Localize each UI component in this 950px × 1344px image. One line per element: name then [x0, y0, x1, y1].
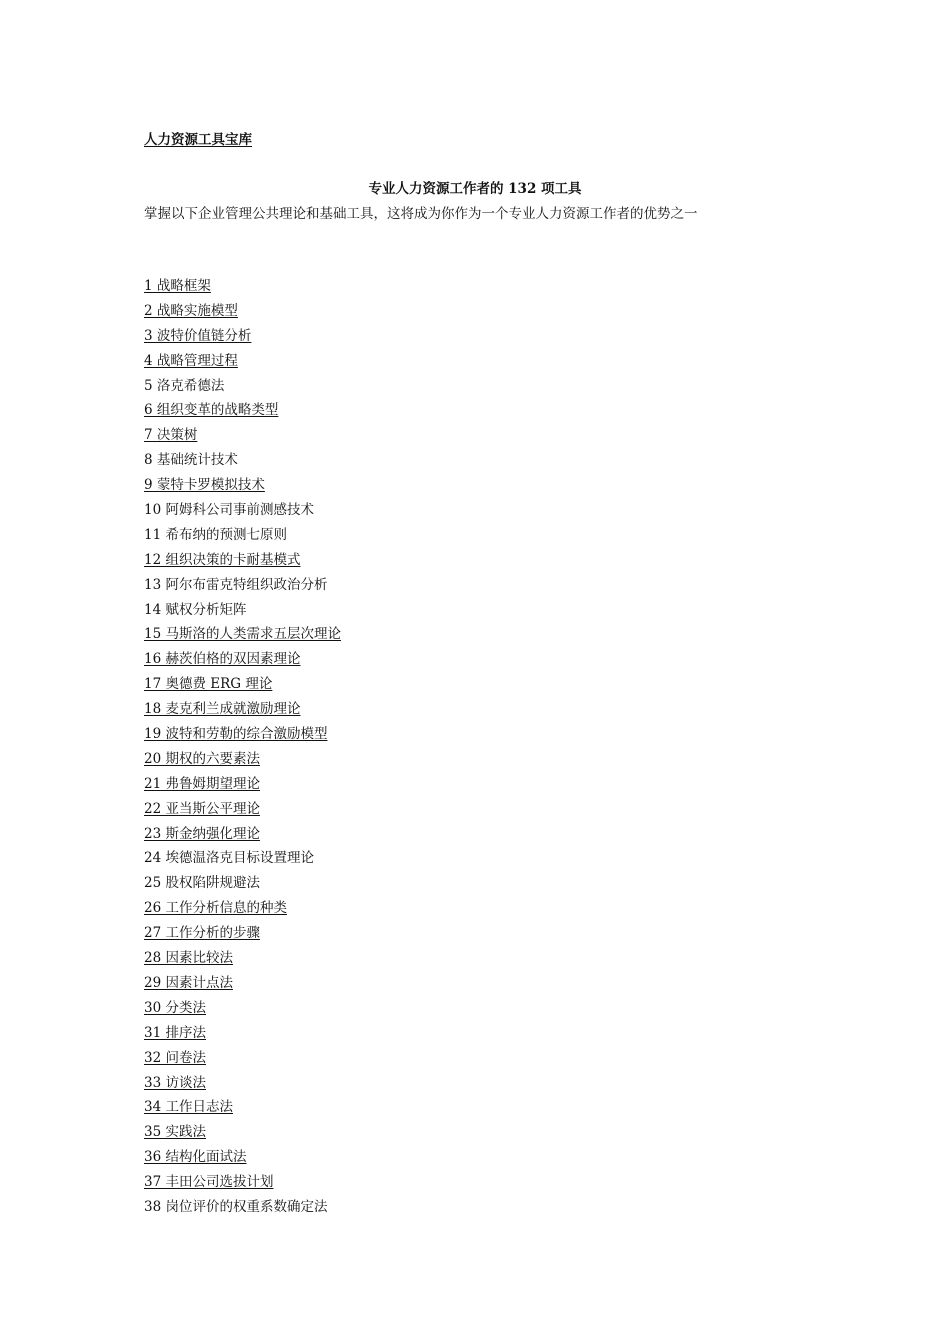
tool-link[interactable]	[144, 724, 341, 749]
tool-label: 26 工作分析信息的种类	[144, 900, 287, 917]
tool-item	[144, 600, 341, 625]
tool-label: 21 弗鲁姆期望理论	[144, 775, 260, 792]
tool-item	[144, 525, 341, 550]
tool-link[interactable]	[144, 550, 341, 575]
tool-item	[144, 376, 341, 401]
link-trailing-space	[238, 351, 255, 371]
link-trailing-space	[300, 550, 317, 570]
tool-link[interactable]	[144, 1172, 341, 1197]
tool-link[interactable]	[144, 948, 341, 973]
tool-label: 32 问卷法	[144, 1049, 206, 1066]
tool-label: 6 组织变革的战略类型	[144, 402, 279, 419]
tool-label: 2 战略实施模型	[144, 302, 238, 319]
tool-link[interactable]	[144, 351, 341, 376]
tool-link[interactable]	[144, 898, 341, 923]
tool-label: 27 工作分析的步骤	[144, 925, 260, 942]
tool-link[interactable]	[144, 824, 341, 849]
tool-label: 9 蒙特卡罗模拟技术	[144, 477, 265, 494]
tool-label: 8 基础统计技术	[144, 452, 238, 469]
tool-label: 18 麦克利兰成就激励理论	[144, 701, 301, 718]
tool-list	[144, 276, 341, 1222]
tool-label: 30 分类法	[144, 999, 206, 1016]
tool-label: 17 奥德费 ERG 理论	[144, 676, 273, 693]
tool-item	[144, 1197, 341, 1222]
tool-label: 5 洛克希德法	[144, 377, 225, 394]
tool-label: 36 结构化面试法	[144, 1149, 247, 1166]
document-title: 专业人力资源工作者的 132 项工具	[368, 181, 582, 197]
tool-link[interactable]	[144, 998, 341, 1023]
intro-paragraph: 掌握以下企业管理公共理论和基础工具，这将成为你作为一个专业人力资源工作者的优势之一	[144, 206, 698, 222]
tool-link[interactable]	[144, 400, 341, 425]
tool-link[interactable]	[144, 1048, 341, 1073]
tool-link[interactable]	[144, 1097, 341, 1122]
tool-link[interactable]	[144, 699, 341, 724]
tool-link[interactable]	[144, 326, 341, 351]
tool-link[interactable]	[144, 1073, 341, 1098]
tool-link[interactable]	[144, 674, 341, 699]
tool-label: 16 赫茨伯格的双因素理论	[144, 651, 301, 668]
document-heading[interactable]: 人力资源工具宝库	[144, 132, 252, 148]
tool-link[interactable]	[144, 649, 341, 674]
tool-link[interactable]	[144, 1147, 341, 1172]
tool-link[interactable]	[144, 475, 341, 500]
tool-link[interactable]	[144, 425, 341, 450]
tool-label: 33 访谈法	[144, 1074, 206, 1091]
tool-label: 31 排序法	[144, 1024, 206, 1041]
tool-link[interactable]	[144, 774, 341, 799]
tool-label: 7 决策树	[144, 427, 198, 444]
tool-item	[144, 500, 341, 525]
tool-link[interactable]	[144, 624, 341, 649]
tool-label: 37 丰田公司选拔计划	[144, 1174, 274, 1191]
tool-label: 35 实践法	[144, 1124, 206, 1141]
tool-label: 1 战略框架	[144, 278, 211, 294]
tool-item	[144, 575, 341, 600]
tool-label: 13 阿尔布雷克特组织政治分析	[144, 576, 328, 593]
tool-label: 15 马斯洛的人类需求五层次理论	[144, 626, 341, 643]
tool-link[interactable]	[144, 301, 341, 326]
link-trailing-space	[238, 301, 255, 321]
tool-link[interactable]	[144, 799, 341, 824]
tool-label: 25 股权陷阱规避法	[144, 875, 260, 892]
tool-item	[144, 873, 341, 898]
tool-label: 10 阿姆科公司事前测感技术	[144, 502, 314, 519]
tool-label: 11 希布纳的预测七原则	[144, 526, 287, 543]
tool-label: 4 战略管理过程	[144, 352, 238, 369]
tool-label: 3 波特价值链分析	[144, 327, 252, 344]
link-trailing-space	[251, 326, 268, 346]
tool-link[interactable]	[144, 1122, 341, 1147]
link-trailing-space	[197, 425, 214, 445]
tool-item	[144, 848, 341, 873]
tool-link[interactable]	[144, 973, 341, 998]
tool-label: 14 赋权分析矩阵	[144, 601, 247, 618]
tool-item	[144, 450, 341, 475]
tool-label: 20 期权的六要素法	[144, 750, 260, 767]
tool-label: 29 因素计点法	[144, 974, 233, 991]
tool-link[interactable]	[144, 749, 341, 774]
link-trailing-space	[211, 276, 228, 296]
tool-label: 23 斯金纳强化理论	[144, 825, 260, 842]
tool-label: 24 埃德温洛克目标设置理论	[144, 850, 314, 867]
tool-label: 19 波特和劳勒的综合激励模型	[144, 726, 328, 743]
tool-label: 38 岗位评价的权重系数确定法	[144, 1198, 328, 1215]
tool-label: 34 工作日志法	[144, 1099, 233, 1116]
tool-label: 12 组织决策的卡耐基模式	[144, 551, 301, 568]
tool-label: 22 亚当斯公平理论	[144, 800, 260, 817]
tool-link[interactable]	[144, 923, 341, 948]
tool-link[interactable]	[144, 276, 341, 301]
tool-label: 28 因素比较法	[144, 950, 233, 967]
tool-link[interactable]	[144, 1023, 341, 1048]
link-trailing-space	[278, 400, 295, 420]
